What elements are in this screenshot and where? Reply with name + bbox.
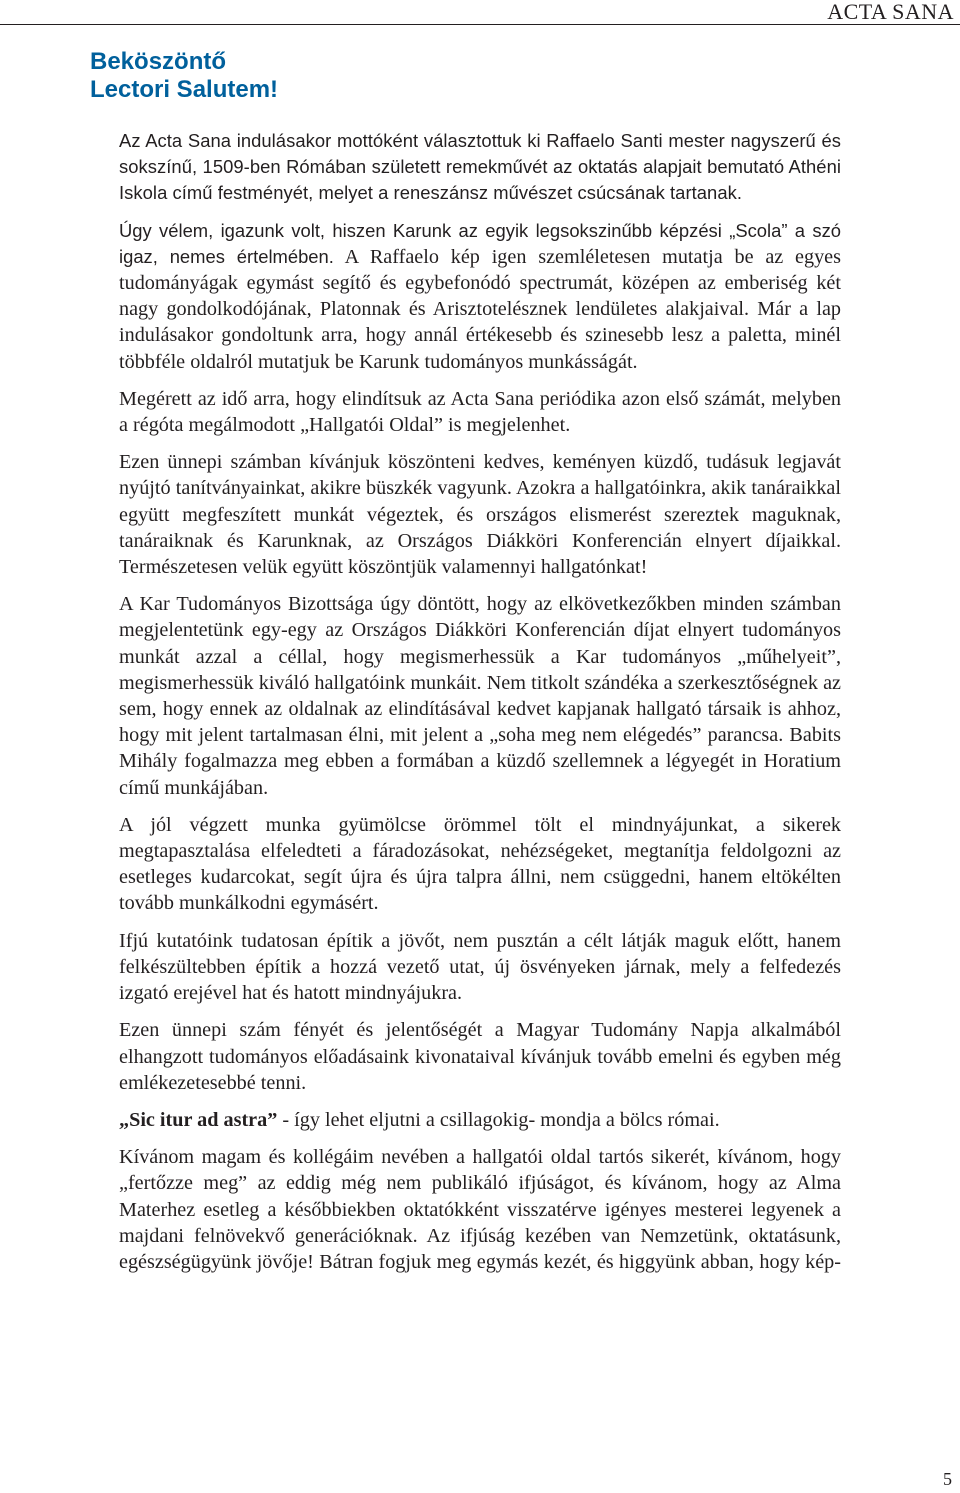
latin-quote: „Sic itur ad astra” <box>119 1108 278 1131</box>
journal-name: ACTA SANA <box>827 0 954 24</box>
paragraph-8: Ezen ünnepi szám fényét és jelentőségét a Magyar Tudomány Napja alkalmából elhangzott tudományos előadásaink kivonataival kívánjuk tovább emelni és egyben még emlékezetesebbé tenni. <box>119 1019 841 1094</box>
paragraph-2-lead: Úgy vélem, igazunk volt, hiszen Karunk az egyik legsokszinűbb képzési „Scola” a szó igaz, nemes értelmében. <box>119 219 841 267</box>
paragraph-10: Kívánom magam és kollégáim nevében a hallgatói oldal tartós sikerét, kívánom, hogy „fertőzze meg” az eddig még nem publikáló ifjúságot, és kívánom, hogy az Alma Materhez esetleg a későbbiekben oktatókként visszatérve igényes mesterei legyenek a majdani felnövekvő generációknak. Az ifjúság kezében van Nemzetünk, oktatásunk, egészségügyünk jövője! Bátran fogjuk meg egymás kezét, és higgyünk abban, hogy kép- <box>119 1146 841 1273</box>
paragraph-7: Ifjú kutatóink tudatosan építik a jövőt, nem pusztán a célt látják maguk előtt, hanem felkészültebben építik a hozzá vezető utat, új ösvényeken járnak, mely a felfedezés izgató erejével hat és hatott mindnyájukra. <box>119 929 841 1005</box>
paragraph-9-rest: - így lehet eljutni a csillagokig- mondja a bölcs római. <box>282 1108 720 1131</box>
paragraph-1: Az Acta Sana indulásakor mottóként választottuk ki Raffaelo Santi mester nagyszerű és sokszínű, 1509-ben Rómában született remekművét az oktatás alapjait bemutató Athéni Iskola című festményét, melyet a reneszánsz művészet csúcsának tartanak. <box>119 130 841 204</box>
paragraph-3: Megérett az idő arra, hogy elindítsuk az Acta Sana periódika azon első számát, melyben a régóta megálmodott „Hallgatói Oldal” is megjelenhet. <box>119 387 841 437</box>
article-title <box>90 48 278 104</box>
paragraph-2-rest: A Raffaelo kép igen szemléletesen mutatja be az egyes tudományágak egymást segítő és egybefonódó spectrumát, középen az emberiség két nagy gondolkodójának, Platonnak és Arisztotelésznek lendületes alakjaival. Már a lap indulásakor gondoltunk arra, hogy annál értékesebb és szinesebb lesz a paletta, minél többféle oldalról mutatjuk be Karunk tudományos munkásságát. <box>119 245 841 373</box>
paragraph-4: Ezen ünnepi számban kívánjuk köszönteni kedves, keményen küzdő, tudásuk legjavát nyújtó tanítványainkat, akikre büszkék vagyunk. Azokra a hallgatóinkra, akik tanáraikkal együtt megfeszített munkát végeztek, és országos elismerést szereztek maguknak, tanáraiknak és Karunknak, az Országos Diákköri Konferencián elnyert díjaikkal. Természetesen velük együtt köszöntjük valamennyi hallgatónkat! <box>119 451 841 579</box>
title-line-2: Lectori Salutem! <box>90 76 279 103</box>
header-rule <box>0 24 960 25</box>
paragraph-6: A jól végzett munka gyümölcse örömmel tölt el mindnyájunkat, a sikerek megtapasztalása elfeledteti a fáradozásokat, nehézségeket, megtanítja feldolgozni az esetleges kudarcokat, segít újra és újra talpra állni, nem csüggedni, hanem eltökélten tovább munkálkodni egymásért. <box>119 813 841 915</box>
paragraph-2 <box>119 218 841 375</box>
paragraph-9 <box>119 1107 841 1133</box>
page-number: 5 <box>943 1469 952 1489</box>
title-line-1: Beköszöntő <box>90 48 227 75</box>
article-body <box>119 128 841 1275</box>
paragraph-5: A Kar Tudományos Bizottsága úgy döntött, hogy az elkövetkezőkben minden számban megjelentetünk egy-egy az Országos Diákköri Konferencián díjat elnyert tudományos munkát azzal a céllal, hogy megismerhessük a Kar tudományos „műhelyeit”, megismerhessük kiváló hallgatóink munkáit. Nem titkolt szándéka a szerkesztőségnek az sem, hogy ennek az oldalnak az elindításával kedvet kapjanak hallgató társaik is ahhoz, hogy mit jelent tartalmasan élni, mit jelent a „soha meg nem elégedés” parancsa. Babits Mihály fogalmazza meg ebben a formában a küzdő szellemnek a légyegét in Horatium című munkájában. <box>119 593 841 799</box>
